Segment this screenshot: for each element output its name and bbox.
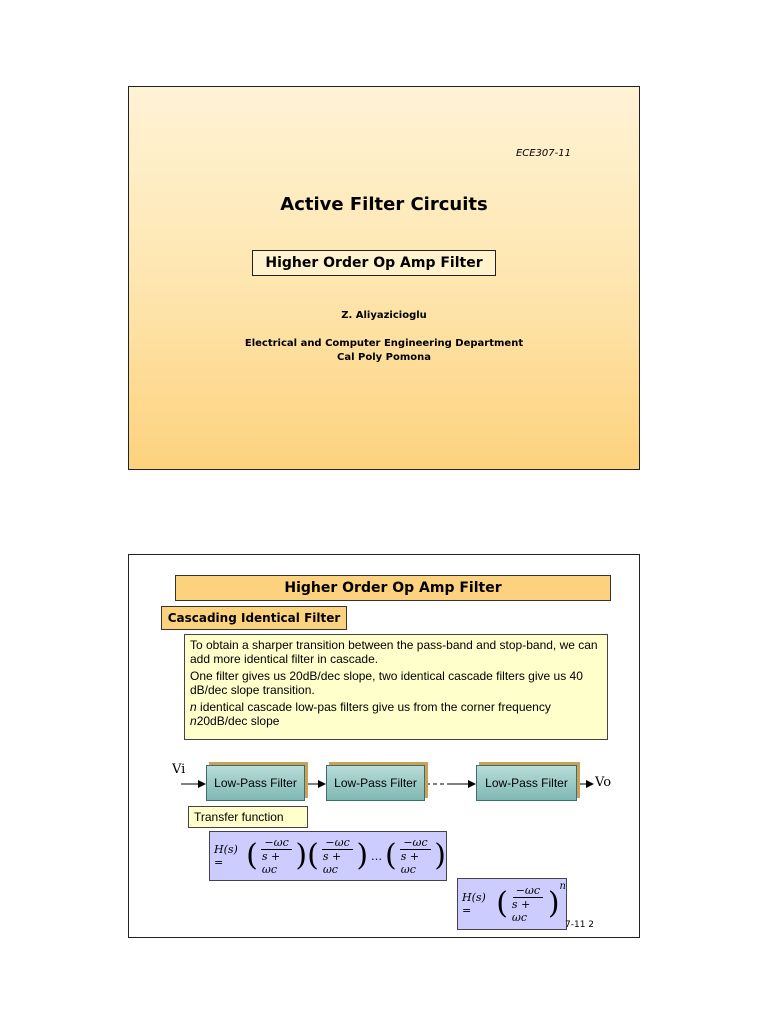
slide-subtitle: Higher Order Op Amp Filter [252,250,496,276]
equation-lhs: H(s) = [462,891,486,917]
cascade-transfer-equation [209,831,447,881]
numerator-power: −ωc [513,884,543,898]
fraction-1 [259,836,295,876]
content-slide [128,554,640,938]
course-code: ECE307-11 [515,148,571,159]
paren-close: ) [295,838,308,873]
paragraph-3-text-a: identical cascade low-pas filters give us from the corner frequency [196,700,551,714]
low-pass-filter-block-1: Low-Pass Filter [206,765,305,801]
numerator-1: −ωc [261,836,291,850]
low-pass-filter-block-3: Low-Pass Filter [476,765,577,801]
section-heading: Cascading Identical Filter [161,606,347,630]
paragraph-3-text-b: 20dB/dec slope [196,714,280,728]
exponent-n: n [559,881,566,892]
transfer-function-label: Transfer function [188,806,308,828]
paren-close: ) [434,838,446,873]
output-label: Vo [595,775,612,790]
school-name: Cal Poly Pomona [337,352,431,363]
paren-open: ( [385,838,397,873]
n-symbol-2: n [190,714,197,728]
fraction-3 [398,836,434,876]
n-symbol: n [190,700,197,714]
page-number: 7-11 2 [565,920,595,930]
numerator-2: −ωc [322,836,352,850]
paren-close: ) [356,838,369,873]
input-label: Vi [172,762,186,777]
numerator-3: −ωc [400,836,430,850]
denominator-3: s + ωc [400,850,420,876]
denominator-2: s + ωc [322,850,342,876]
paren-open: ( [496,886,508,921]
denominator-power: s + ωc [511,898,531,924]
equation-lhs: H(s) = [214,843,238,869]
ellipsis: … [371,849,383,863]
low-pass-filter-block-2: Low-Pass Filter [326,765,425,801]
department-name: Electrical and Computer Engineering Department [244,338,524,349]
paren-close: ) [547,886,560,921]
title-slide [128,86,640,470]
fraction-power [509,884,547,924]
paragraph-2: One filter gives us 20dB/dec slope, two identical cascade filters give us 40 dB/dec slope transition. [190,669,583,697]
slide-header: Higher Order Op Amp Filter [175,575,611,601]
fraction-2 [320,836,356,876]
power-transfer-equation [457,878,567,930]
author-name: Z. Aliyazicioglu [341,310,427,321]
paren-open: ( [246,838,258,873]
paragraph-1: To obtain a sharper transition between the pass-band and stop-band, we can add more identical filter in cascade. [190,638,598,666]
paren-open: ( [307,838,319,873]
denominator-1: s + ωc [261,850,281,876]
slide-title: Active Filter Circuits [280,194,488,215]
